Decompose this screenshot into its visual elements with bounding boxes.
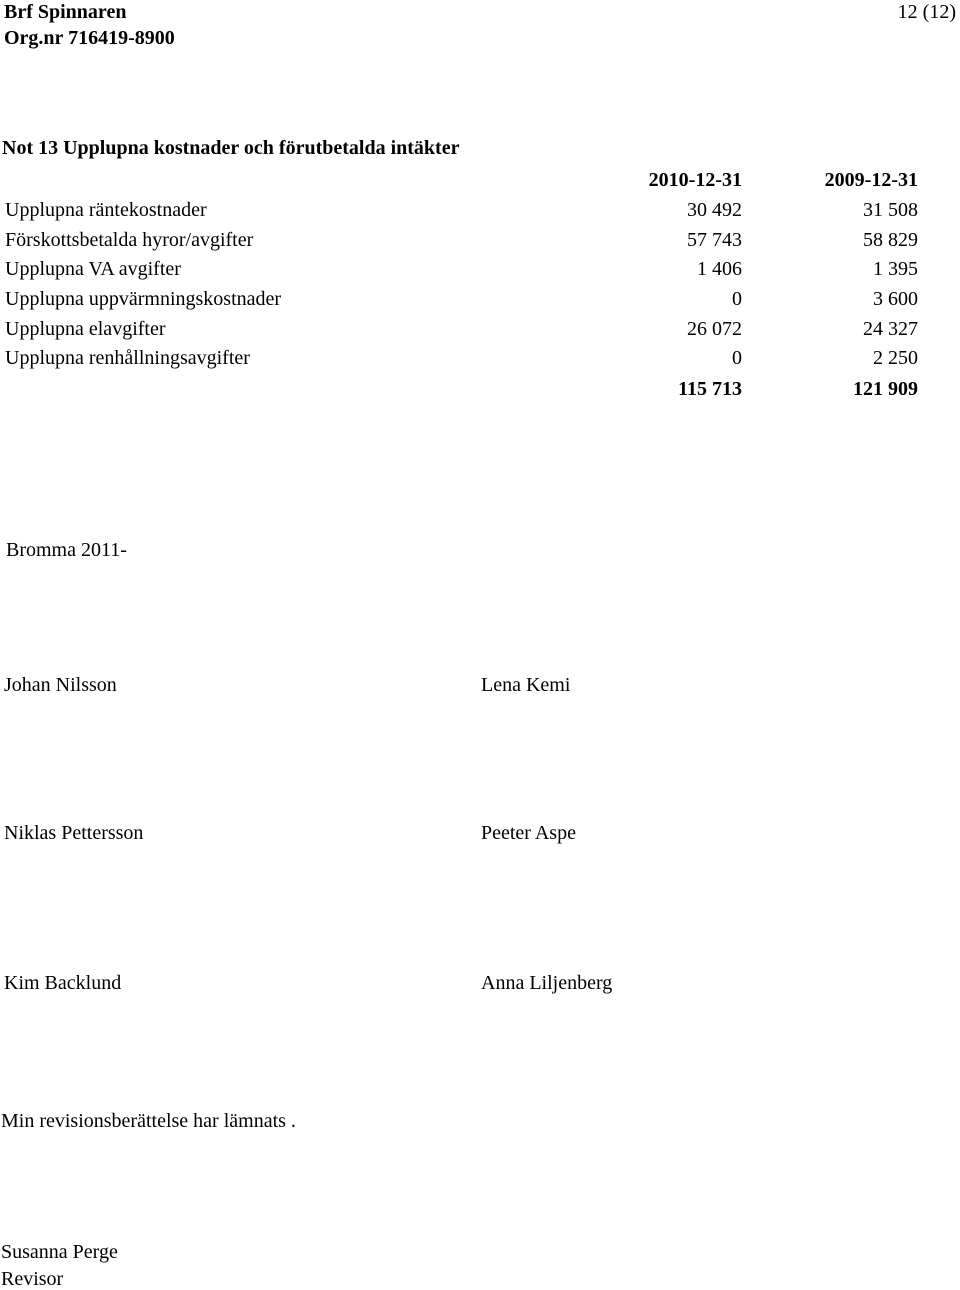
row-value-2010: 57 743 [687,229,742,251]
row-label: Upplupna räntekostnader [5,199,207,221]
row-value-2010: 0 [732,288,742,310]
org-name: Brf Spinnaren [4,1,127,23]
audit-statement: Min revisionsberättelse har lämnats . [1,1110,296,1132]
note-title: Not 13 Upplupna kostnader och förutbetalda intäkter [2,137,460,159]
row-value-2009: 3 600 [873,288,918,310]
row-value-2009: 1 395 [873,258,918,280]
page-indicator: 12 (12) [897,1,956,23]
row-label: Förskottsbetalda hyror/avgifter [5,229,254,251]
row-value-2010: 0 [732,347,742,369]
row-value-2009: 2 250 [873,347,918,369]
auditor-name: Susanna Perge [1,1241,118,1263]
signatory-name: Johan Nilsson [4,674,117,696]
row-value-2010: 1 406 [697,258,742,280]
signatory-name: Peeter Aspe [481,822,576,844]
row-value-2010: 26 072 [687,318,742,340]
row-value-2009: 31 508 [863,199,918,221]
row-label: Upplupna VA avgifter [5,258,181,280]
auditor-role: Revisor [1,1268,64,1290]
signatory-name: Lena Kemi [481,674,571,696]
column-header-2009: 2009-12-31 [824,169,918,191]
total-2010: 115 713 [678,378,742,400]
row-value-2009: 58 829 [863,229,918,251]
row-label: Upplupna elavgifter [5,318,166,340]
column-header-2010: 2010-12-31 [648,169,742,191]
org-number: Org.nr 716419-8900 [4,27,175,49]
total-2009: 121 909 [853,378,918,400]
row-value-2010: 30 492 [687,199,742,221]
place-date: Bromma 2011- [6,539,127,561]
row-value-2009: 24 327 [863,318,918,340]
signatory-name: Niklas Pettersson [4,822,144,844]
signatory-name: Anna Liljenberg [481,972,613,994]
signatory-name: Kim Backlund [4,972,122,994]
row-label: Upplupna renhållningsavgifter [5,347,250,369]
row-label: Upplupna uppvärmningskostnader [5,288,282,310]
